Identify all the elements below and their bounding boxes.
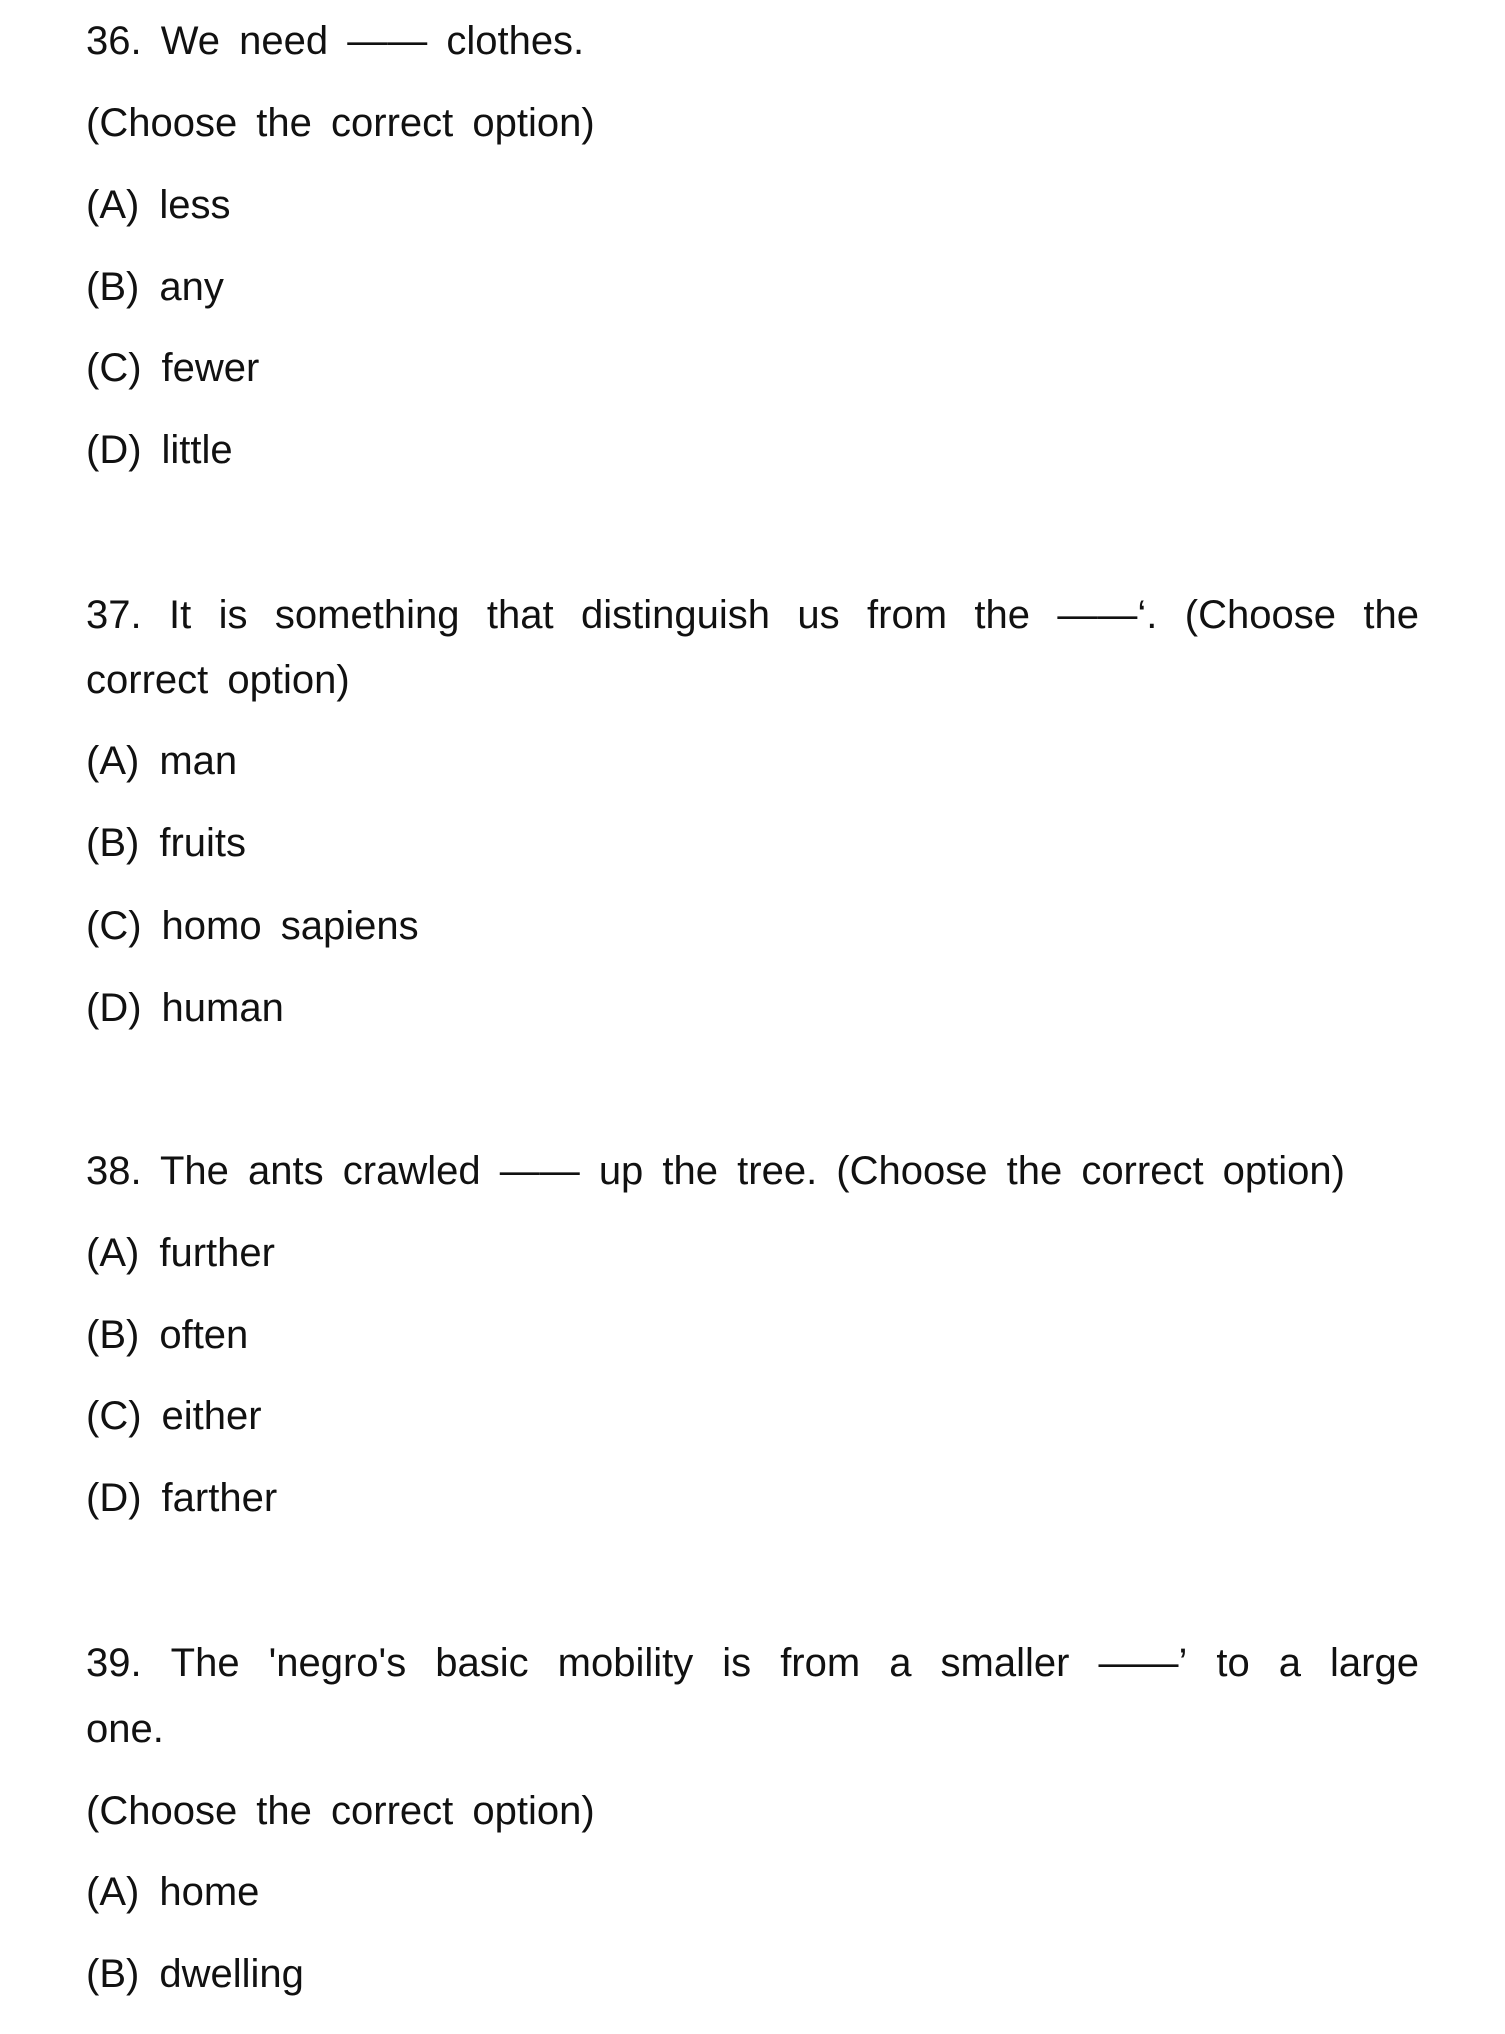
option-text: either	[161, 1394, 262, 1438]
word: 'negro's	[268, 1641, 407, 1685]
word: large	[1330, 1641, 1419, 1685]
word: the	[974, 593, 1031, 637]
blank: ——’	[1098, 1641, 1188, 1685]
word: a	[889, 1641, 912, 1685]
question-36-instruction: (Choose the correct option)	[86, 101, 595, 145]
option-text: home	[159, 1870, 260, 1914]
option-label: (D)	[86, 1476, 142, 1520]
question-38-option-b	[86, 1311, 248, 1359]
word: 39.	[86, 1641, 142, 1685]
word: 37.	[86, 593, 142, 637]
question-39-text-line1	[86, 1639, 1419, 1687]
word: The	[170, 1641, 240, 1685]
question-39-option-a	[86, 1868, 259, 1916]
question-37-option-c	[86, 902, 419, 950]
option-text: less	[159, 183, 231, 227]
question-36-option-a	[86, 181, 230, 229]
question-39-text-line2: one.	[86, 1707, 164, 1751]
word: us	[797, 593, 840, 637]
option-label: (D)	[86, 428, 142, 472]
option-label: (B)	[86, 1952, 140, 1996]
word: from	[867, 593, 948, 637]
option-text: little	[161, 428, 233, 472]
option-label: (C)	[86, 904, 142, 948]
option-text: further	[159, 1231, 275, 1275]
question-38-text: 38. The ants crawled —— up the tree. (Choose the correct option)	[86, 1149, 1345, 1193]
question-36-option-b	[86, 263, 224, 311]
option-label: (B)	[86, 1313, 140, 1357]
option-label: (A)	[86, 1870, 140, 1914]
question-36-text: 36. We need —— clothes.	[86, 19, 585, 63]
option-text: dwelling	[159, 1952, 304, 1996]
option-text: any	[159, 265, 224, 309]
word: basic	[435, 1641, 529, 1685]
word: a	[1278, 1641, 1301, 1685]
question-37-option-d	[86, 984, 284, 1032]
question-37-option-a	[86, 737, 237, 785]
word: mobility	[557, 1641, 694, 1685]
word: distinguish	[580, 593, 770, 637]
question-39-instruction: (Choose the correct option)	[86, 1789, 595, 1833]
question-36-option-c	[86, 344, 259, 392]
word: (Choose	[1184, 593, 1336, 637]
word: something	[274, 593, 460, 637]
option-text: man	[159, 739, 238, 783]
option-text: farther	[161, 1476, 278, 1520]
question-36-option-d	[86, 426, 233, 474]
option-label: (C)	[86, 1394, 142, 1438]
word: from	[780, 1641, 861, 1685]
question-37-text-line1	[86, 591, 1419, 639]
option-text: often	[159, 1313, 249, 1357]
word: the	[1363, 593, 1419, 637]
option-label: (C)	[86, 346, 142, 390]
option-text: fewer	[161, 346, 260, 390]
word: is	[722, 1641, 752, 1685]
word: is	[218, 593, 248, 637]
option-label: (B)	[86, 821, 140, 865]
option-text: homo sapiens	[161, 904, 419, 948]
question-38-option-d	[86, 1474, 277, 1522]
word: that	[486, 593, 554, 637]
question-38-option-c	[86, 1392, 262, 1440]
option-label: (A)	[86, 183, 140, 227]
option-label: (A)	[86, 1231, 140, 1275]
question-38-option-a	[86, 1229, 275, 1277]
option-text: fruits	[159, 821, 247, 865]
option-text: human	[161, 986, 284, 1030]
blank: ——‘.	[1057, 593, 1158, 637]
question-37-text-line2: correct option)	[86, 658, 350, 702]
option-label: (D)	[86, 986, 142, 1030]
option-label: (B)	[86, 265, 140, 309]
word: to	[1216, 1641, 1250, 1685]
word: It	[169, 593, 192, 637]
question-39-option-b	[86, 1950, 304, 1998]
word: smaller	[940, 1641, 1070, 1685]
question-37-option-b	[86, 819, 246, 867]
option-label: (A)	[86, 739, 140, 783]
